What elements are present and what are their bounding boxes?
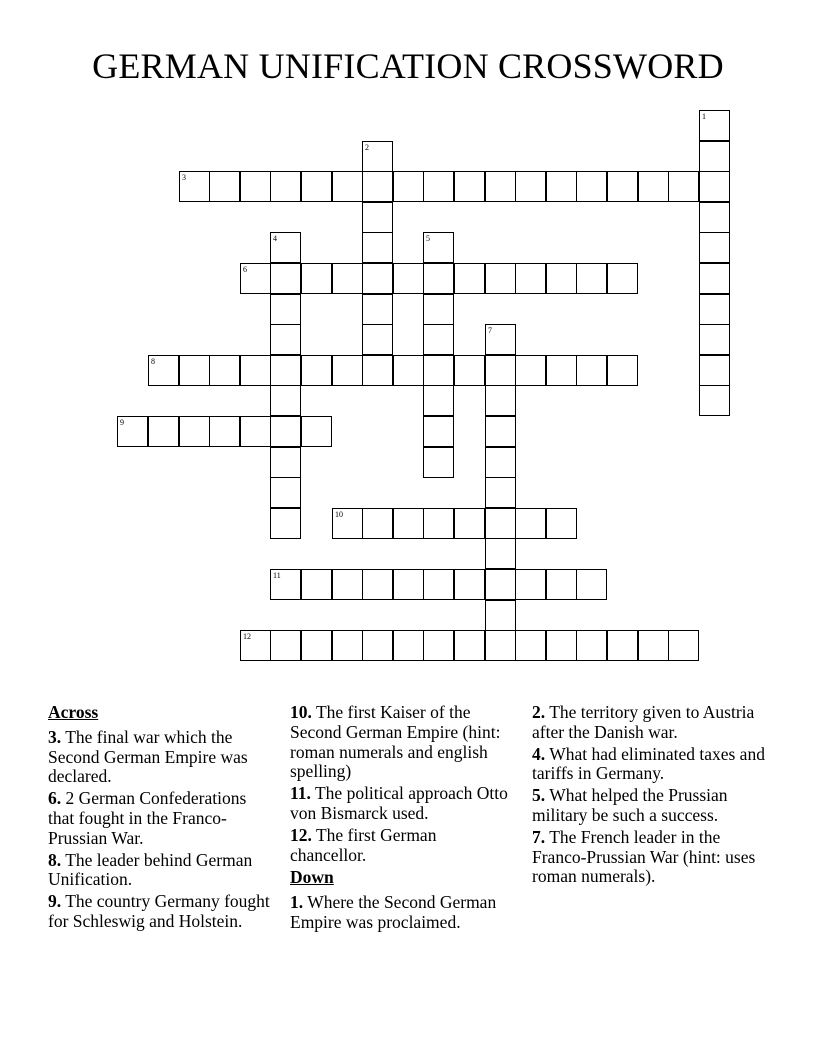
crossword-cell[interactable] bbox=[454, 508, 485, 539]
crossword-cell[interactable] bbox=[270, 171, 301, 202]
crossword-cell[interactable] bbox=[515, 355, 546, 386]
crossword-cell[interactable] bbox=[423, 447, 454, 478]
clue-number-label: 7 bbox=[488, 326, 492, 335]
crossword-cell[interactable] bbox=[240, 416, 271, 447]
crossword-cell[interactable] bbox=[362, 202, 393, 233]
crossword-cell[interactable] bbox=[393, 355, 424, 386]
crossword-cell[interactable] bbox=[576, 569, 607, 600]
crossword-cell[interactable] bbox=[576, 171, 607, 202]
crossword-cell[interactable] bbox=[576, 630, 607, 661]
clue-text: The leader behind German Unification. bbox=[48, 849, 253, 890]
clues-column-1 bbox=[48, 703, 276, 934]
clue-across-6 bbox=[48, 789, 276, 848]
crossword-cell[interactable] bbox=[393, 171, 424, 202]
crossword-cell[interactable] bbox=[423, 569, 454, 600]
crossword-cell[interactable] bbox=[668, 171, 699, 202]
clue-text: The French leader in the Franco-Prussian War (hint: uses roman numerals). bbox=[532, 826, 756, 887]
clue-text: 2 German Confederations that fought in the Franco-Prussian War. bbox=[48, 788, 247, 848]
crossword-cell[interactable] bbox=[179, 355, 210, 386]
crossword-cell[interactable] bbox=[362, 232, 393, 263]
crossword-cell[interactable] bbox=[515, 630, 546, 661]
crossword-cell[interactable] bbox=[546, 508, 577, 539]
crossword-cell[interactable] bbox=[270, 447, 301, 478]
crossword-cell[interactable] bbox=[454, 569, 485, 600]
crossword-cell[interactable] bbox=[607, 263, 638, 294]
clue-number: 9. bbox=[48, 891, 62, 912]
clue-number-label: 10 bbox=[335, 510, 343, 519]
clue-number: 10. bbox=[290, 702, 312, 722]
crossword-cell[interactable] bbox=[209, 416, 240, 447]
crossword-cell[interactable] bbox=[423, 232, 454, 263]
clue-text: The country Germany fought for Schleswig and Holstein. bbox=[48, 891, 270, 931]
crossword-cell[interactable] bbox=[362, 569, 393, 600]
crossword-cell[interactable] bbox=[515, 508, 546, 539]
crossword-cell[interactable] bbox=[362, 630, 393, 661]
crossword-cell[interactable] bbox=[332, 508, 363, 539]
crossword-cell[interactable] bbox=[485, 447, 516, 478]
crossword-cell[interactable] bbox=[270, 630, 301, 661]
crossword-cell[interactable] bbox=[576, 263, 607, 294]
crossword-cell[interactable] bbox=[423, 416, 454, 447]
crossword-cell[interactable] bbox=[485, 171, 516, 202]
page-title: GERMAN UNIFICATION CROSSWORD bbox=[92, 46, 724, 86]
crossword-cell[interactable] bbox=[270, 508, 301, 539]
clue-text: The territory given to Austria after the Danish war. bbox=[532, 702, 755, 742]
clue-number-label: 8 bbox=[151, 357, 155, 366]
crossword-cell[interactable] bbox=[699, 110, 730, 141]
clue-across-10 bbox=[290, 703, 512, 782]
clue-number: 4. bbox=[532, 743, 546, 764]
clue-number-label: 4 bbox=[273, 234, 277, 243]
crossword-cell[interactable] bbox=[301, 263, 332, 294]
clues-column-2 bbox=[290, 703, 512, 935]
crossword-cell[interactable] bbox=[607, 355, 638, 386]
crossword-cell[interactable] bbox=[270, 416, 301, 447]
crossword-cell[interactable] bbox=[270, 294, 301, 325]
crossword-cell[interactable] bbox=[546, 171, 577, 202]
crossword-cell[interactable] bbox=[179, 416, 210, 447]
clue-number: 12. bbox=[290, 824, 312, 845]
crossword-cell[interactable] bbox=[270, 232, 301, 263]
clue-text: The final war which the Second German Empire was declared. bbox=[48, 726, 248, 787]
crossword-cell[interactable] bbox=[270, 355, 301, 386]
crossword-cell[interactable] bbox=[270, 263, 301, 294]
crossword-cell[interactable] bbox=[485, 630, 516, 661]
crossword-cell[interactable] bbox=[240, 171, 271, 202]
crossword-cell[interactable] bbox=[362, 508, 393, 539]
clue-number-label: 9 bbox=[120, 418, 124, 427]
crossword-cell[interactable] bbox=[485, 508, 516, 539]
crossword-cell[interactable] bbox=[485, 569, 516, 600]
clue-number: 5. bbox=[532, 785, 546, 806]
crossword-cell[interactable] bbox=[485, 416, 516, 447]
crossword-cell[interactable] bbox=[362, 263, 393, 294]
crossword-cell[interactable] bbox=[423, 630, 454, 661]
clue-number-label: 11 bbox=[273, 571, 281, 580]
crossword-cell[interactable] bbox=[270, 477, 301, 508]
crossword-cell[interactable] bbox=[454, 630, 485, 661]
crossword-cell[interactable] bbox=[485, 324, 516, 355]
crossword-cell[interactable] bbox=[515, 263, 546, 294]
crossword-cell[interactable] bbox=[638, 171, 669, 202]
crossword-cell[interactable] bbox=[485, 600, 516, 631]
crossword-cell[interactable] bbox=[699, 171, 730, 202]
crossword-cell[interactable] bbox=[699, 324, 730, 355]
crossword-cell[interactable] bbox=[362, 355, 393, 386]
crossword-cell[interactable] bbox=[362, 294, 393, 325]
clue-down-2 bbox=[532, 703, 772, 743]
crossword-cell[interactable] bbox=[209, 171, 240, 202]
crossword-cell[interactable] bbox=[699, 141, 730, 172]
crossword-cell[interactable] bbox=[423, 171, 454, 202]
crossword-cell[interactable] bbox=[423, 294, 454, 325]
crossword-cell[interactable] bbox=[454, 355, 485, 386]
crossword-cell[interactable] bbox=[240, 263, 271, 294]
crossword-cell[interactable] bbox=[699, 263, 730, 294]
clue-number-label: 6 bbox=[243, 265, 247, 274]
clue-number-label: 5 bbox=[426, 234, 430, 243]
clue-number-label: 2 bbox=[365, 143, 369, 152]
crossword-cell[interactable] bbox=[699, 355, 730, 386]
crossword-cell[interactable] bbox=[362, 171, 393, 202]
crossword-cell[interactable] bbox=[332, 630, 363, 661]
crossword-cell[interactable] bbox=[332, 569, 363, 600]
crossword-cell[interactable] bbox=[393, 630, 424, 661]
clue-text: The first Kaiser of the Second German Empire (hint: roman numerals and english spelling) bbox=[290, 702, 501, 782]
crossword-cell[interactable] bbox=[301, 355, 332, 386]
clue-across-8 bbox=[48, 851, 276, 891]
crossword-cell[interactable] bbox=[699, 385, 730, 416]
crossword-cell[interactable] bbox=[607, 630, 638, 661]
crossword-cell[interactable] bbox=[546, 630, 577, 661]
crossword-cell[interactable] bbox=[485, 355, 516, 386]
crossword-cell[interactable] bbox=[485, 477, 516, 508]
clue-down-4 bbox=[532, 745, 772, 785]
clue-text: What helped the Prussian military be such a success. bbox=[532, 785, 728, 825]
crossword-cell[interactable] bbox=[393, 569, 424, 600]
crossword-cell[interactable] bbox=[148, 416, 179, 447]
crossword-cell[interactable] bbox=[332, 263, 363, 294]
clue-across-3 bbox=[48, 728, 276, 787]
crossword-cell[interactable] bbox=[301, 171, 332, 202]
crossword-cell[interactable] bbox=[668, 630, 699, 661]
clue-number: 3. bbox=[48, 726, 62, 747]
crossword-cell[interactable] bbox=[699, 294, 730, 325]
crossword-cell[interactable] bbox=[362, 141, 393, 172]
clue-number: 7. bbox=[532, 826, 546, 847]
crossword-cell[interactable] bbox=[209, 355, 240, 386]
crossword-cell[interactable] bbox=[485, 385, 516, 416]
crossword-cell[interactable] bbox=[699, 202, 730, 233]
clue-text: What had eliminated taxes and tariffs in Germany. bbox=[532, 743, 765, 784]
clue-text: Where the Second German Empire was proclaimed. bbox=[290, 892, 497, 932]
crossword-cell[interactable] bbox=[393, 508, 424, 539]
clue-across-11 bbox=[290, 784, 512, 824]
crossword-cell[interactable] bbox=[332, 171, 363, 202]
clue-number-label: 3 bbox=[182, 173, 186, 182]
crossword-cell[interactable] bbox=[423, 263, 454, 294]
crossword-cell[interactable] bbox=[301, 569, 332, 600]
crossword-cell[interactable] bbox=[301, 630, 332, 661]
crossword-cell[interactable] bbox=[515, 569, 546, 600]
crossword-cell[interactable] bbox=[423, 385, 454, 416]
crossword-cell[interactable] bbox=[270, 569, 301, 600]
crossword-cell[interactable] bbox=[362, 324, 393, 355]
crossword-cell[interactable] bbox=[576, 355, 607, 386]
crossword-cell[interactable] bbox=[515, 171, 546, 202]
crossword-cell[interactable] bbox=[699, 232, 730, 263]
crossword-cell[interactable] bbox=[270, 385, 301, 416]
clue-number: 1. bbox=[290, 892, 304, 913]
crossword-cell[interactable] bbox=[485, 263, 516, 294]
clue-text: The political approach Otto von Bismarck used. bbox=[290, 783, 508, 823]
crossword-cell[interactable] bbox=[546, 569, 577, 600]
crossword-cell[interactable] bbox=[301, 416, 332, 447]
crossword-cell[interactable] bbox=[423, 508, 454, 539]
down-heading: Down bbox=[290, 867, 334, 888]
clue-text: The first German chancellor. bbox=[290, 824, 437, 865]
crossword-cell[interactable] bbox=[270, 324, 301, 355]
crossword-cell[interactable] bbox=[454, 263, 485, 294]
crossword-cell[interactable] bbox=[485, 538, 516, 569]
crossword-cell[interactable] bbox=[638, 630, 669, 661]
crossword-cell[interactable] bbox=[423, 324, 454, 355]
clue-number: 8. bbox=[48, 849, 62, 870]
crossword-cell[interactable] bbox=[240, 630, 271, 661]
crossword-cell[interactable] bbox=[454, 171, 485, 202]
clue-across-12 bbox=[290, 826, 512, 866]
crossword-cell[interactable] bbox=[332, 355, 363, 386]
clue-number-label: 1 bbox=[702, 112, 706, 121]
across-heading: Across bbox=[48, 702, 99, 722]
crossword-cell[interactable] bbox=[148, 355, 179, 386]
crossword-cell[interactable] bbox=[240, 355, 271, 386]
clue-across-9 bbox=[48, 892, 276, 932]
crossword-cell[interactable] bbox=[117, 416, 148, 447]
clue-down-1 bbox=[290, 893, 512, 933]
crossword-cell[interactable] bbox=[179, 171, 210, 202]
clues-column-3 bbox=[532, 703, 772, 889]
crossword-cell[interactable] bbox=[546, 355, 577, 386]
crossword-cell[interactable] bbox=[607, 171, 638, 202]
crossword-cell[interactable] bbox=[423, 355, 454, 386]
clue-number-label: 12 bbox=[243, 632, 251, 641]
clue-number: 11. bbox=[290, 783, 311, 804]
clue-number: 2. bbox=[532, 702, 546, 722]
crossword-cell[interactable] bbox=[393, 263, 424, 294]
clue-down-5 bbox=[532, 786, 772, 826]
clue-down-7 bbox=[532, 828, 772, 887]
clue-number: 6. bbox=[48, 788, 62, 809]
crossword-cell[interactable] bbox=[546, 263, 577, 294]
